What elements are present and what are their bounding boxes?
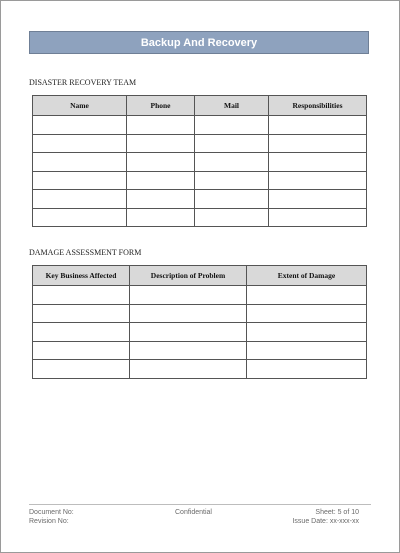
damage-assessment-table <box>32 265 367 379</box>
table-cell[interactable] <box>195 190 269 209</box>
damage-assessment-form-heading: DAMAGE ASSESSMENT FORM <box>29 248 142 257</box>
table-row <box>33 116 367 135</box>
table-cell[interactable] <box>195 116 269 135</box>
table-cell[interactable] <box>33 153 127 172</box>
table-cell[interactable] <box>269 190 367 209</box>
table-cell[interactable] <box>127 134 195 153</box>
table-cell[interactable] <box>195 208 269 227</box>
column-header-description-of-problem: Description of Problem <box>130 266 247 286</box>
table-cell[interactable] <box>269 208 367 227</box>
footer-issue-date: Issue Date: xx-xxx-xx <box>292 518 359 525</box>
disaster-recovery-team-table <box>32 95 367 227</box>
table-row <box>33 171 367 190</box>
table-cell[interactable] <box>33 360 130 379</box>
table-cell[interactable] <box>247 286 367 305</box>
table-cell[interactable] <box>127 171 195 190</box>
table-cell[interactable] <box>130 304 247 323</box>
footer-revision-no: Revision No: <box>29 518 69 525</box>
table-cell[interactable] <box>195 153 269 172</box>
table-row <box>33 323 367 342</box>
column-header-mail: Mail <box>195 96 269 116</box>
table-cell[interactable] <box>269 153 367 172</box>
footer-document-no: Document No: <box>29 509 74 516</box>
table-cell[interactable] <box>33 190 127 209</box>
table-cell[interactable] <box>33 323 130 342</box>
table-row <box>33 341 367 360</box>
table-cell[interactable] <box>130 360 247 379</box>
table-cell[interactable] <box>33 208 127 227</box>
table-cell[interactable] <box>130 323 247 342</box>
disaster-recovery-team-heading: DISASTER RECOVERY TEAM <box>29 78 137 87</box>
column-header-phone: Phone <box>127 96 195 116</box>
table-header-row <box>33 96 367 116</box>
table-row <box>33 153 367 172</box>
table-header-row <box>33 266 367 286</box>
table-cell[interactable] <box>127 208 195 227</box>
table-row <box>33 190 367 209</box>
column-header-responsibilities: Responsibilities <box>269 96 367 116</box>
table-row <box>33 134 367 153</box>
table-cell[interactable] <box>33 304 130 323</box>
table-cell[interactable] <box>33 134 127 153</box>
page-title: Backup And Recovery <box>140 36 258 49</box>
table-cell[interactable] <box>247 341 367 360</box>
table-cell[interactable] <box>195 171 269 190</box>
table-cell[interactable] <box>127 153 195 172</box>
table-row <box>33 286 367 305</box>
table-row <box>33 208 367 227</box>
table-cell[interactable] <box>269 171 367 190</box>
column-header-name: Name <box>33 96 127 116</box>
table-row <box>33 360 367 379</box>
footer-sheet: Sheet: 5 of 10 <box>315 509 359 516</box>
column-header-extent-of-damage: Extent of Damage <box>247 266 367 286</box>
table-cell[interactable] <box>247 323 367 342</box>
table-cell[interactable] <box>33 116 127 135</box>
table-cell[interactable] <box>33 171 127 190</box>
table-cell[interactable] <box>130 286 247 305</box>
table-cell[interactable] <box>195 134 269 153</box>
footer-confidential: Confidential <box>175 509 212 516</box>
footer-divider <box>29 504 371 505</box>
table-cell[interactable] <box>247 304 367 323</box>
table-cell[interactable] <box>127 116 195 135</box>
table-cell[interactable] <box>269 116 367 135</box>
table-cell[interactable] <box>247 360 367 379</box>
table-cell[interactable] <box>33 286 130 305</box>
table-cell[interactable] <box>33 341 130 360</box>
table-cell[interactable] <box>130 341 247 360</box>
table-row <box>33 304 367 323</box>
table-cell[interactable] <box>127 190 195 209</box>
table-cell[interactable] <box>269 134 367 153</box>
page-title-banner <box>29 31 369 54</box>
column-header-key-business-affected: Key Business Affected <box>33 266 130 286</box>
